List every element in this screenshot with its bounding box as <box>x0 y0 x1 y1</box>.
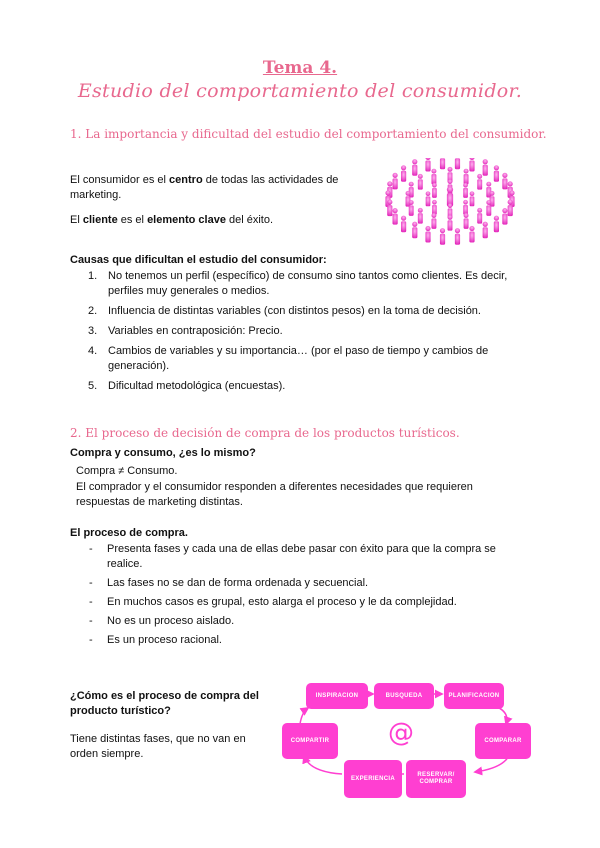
cause-item <box>70 379 530 394</box>
causes-heading: Causas que dificultan el estudio del consumidor: <box>70 254 327 266</box>
list-text: En muchos casos es grupal, esto alarga el proceso y le da complejidad. <box>107 596 457 608</box>
dash-bullet: - <box>89 543 93 555</box>
list-text: Cambios de variables y su importancia… (por el paso de tiempo y cambios de generación). <box>108 345 489 372</box>
list-number: 1. <box>88 270 98 282</box>
node-comparar: COMPARAR <box>475 723 531 759</box>
question2-text: Tiene distintas fases, que no van en orden siempre. <box>70 733 246 760</box>
node-compartir: COMPARTIR <box>282 723 338 759</box>
list-text: No es un proceso aislado. <box>107 615 235 627</box>
dash-bullet: - <box>89 577 93 589</box>
causes-list <box>70 269 530 399</box>
list-number: 5. <box>88 380 98 392</box>
process-list <box>70 542 530 652</box>
arrow-7 <box>300 708 308 724</box>
node-planificacion: PLANIFICACION <box>444 683 504 709</box>
process-item <box>70 576 530 591</box>
list-number: 4. <box>88 345 98 357</box>
cause-item <box>70 324 530 339</box>
list-text: Dificultad metodológica (encuestas). <box>108 380 286 392</box>
list-text: Las fases no se dan de forma ordenada y secuencial. <box>107 577 369 589</box>
process-item <box>70 542 530 572</box>
text: del éxito. <box>225 214 274 226</box>
list-text: Presenta fases y cada una de ellas debe pasar con éxito para que la compra se realice. <box>107 543 496 570</box>
cause-item <box>70 304 530 319</box>
list-number: 3. <box>88 325 98 337</box>
process-item <box>70 595 530 610</box>
section-2-title: 2. El proceso de decisión de compra de los productos turísticos. <box>70 426 460 440</box>
node-experiencia: EXPERIENCIA <box>344 760 402 798</box>
node-inspiracion: INSPIRACION <box>306 683 368 709</box>
text-bold: centro <box>169 174 203 186</box>
dash-bullet: - <box>89 634 93 646</box>
list-number: 2. <box>88 305 98 317</box>
paragraph-cliente <box>70 213 350 228</box>
crowd-illustration <box>378 158 522 248</box>
dash-bullet: - <box>89 596 93 608</box>
node-busqueda: BUSQUEDA <box>374 683 434 709</box>
text: El <box>70 214 83 226</box>
text-bold: elemento clave <box>147 214 226 226</box>
list-text: Influencia de distintas variables (con distintos pesos) en la toma de decisión. <box>108 305 481 317</box>
section-1-title: 1. La importancia y dificultad del estudio del comportamiento del consumidor. <box>70 127 547 141</box>
process-heading: El proceso de compra. <box>70 527 188 539</box>
text: es el <box>117 214 148 226</box>
node-reservar: RESERVAR/ COMPRAR <box>406 760 466 798</box>
process-item <box>70 633 530 648</box>
list-text: Es un proceso racional. <box>107 634 222 646</box>
question-heading: Compra y consumo, ¿es lo mismo? <box>70 447 256 459</box>
page-subtitle: Estudio del comportamiento del consumidor. <box>77 80 523 102</box>
compra-consumo-line: Compra ≠ Consumo. <box>76 465 178 477</box>
at-sign-icon: @ <box>388 718 414 748</box>
cause-item <box>70 269 530 299</box>
text-bold: cliente <box>82 214 118 226</box>
dash-bullet: - <box>89 615 93 627</box>
process-item <box>70 614 530 629</box>
comprador-consumidor-text: El comprador y el consumidor responden a diferentes necesidades que requieren respuestas de marketing distintas. <box>76 481 473 508</box>
text: de todas las actividades de marketing. <box>70 174 339 201</box>
list-text: No tenemos un perfil (específico) de consumo sino tantos como clientes. Es decir, perfiles muy generales o medios. <box>108 270 508 297</box>
page-title: Tema 4. <box>262 58 338 78</box>
text: El consumidor es el <box>70 174 170 186</box>
paragraph-centro <box>70 173 350 203</box>
question2-heading: ¿Cómo es el proceso de compra del producto turístico? <box>70 690 259 717</box>
list-text: Variables en contraposición: Precio. <box>108 325 283 337</box>
cause-item <box>70 344 530 374</box>
